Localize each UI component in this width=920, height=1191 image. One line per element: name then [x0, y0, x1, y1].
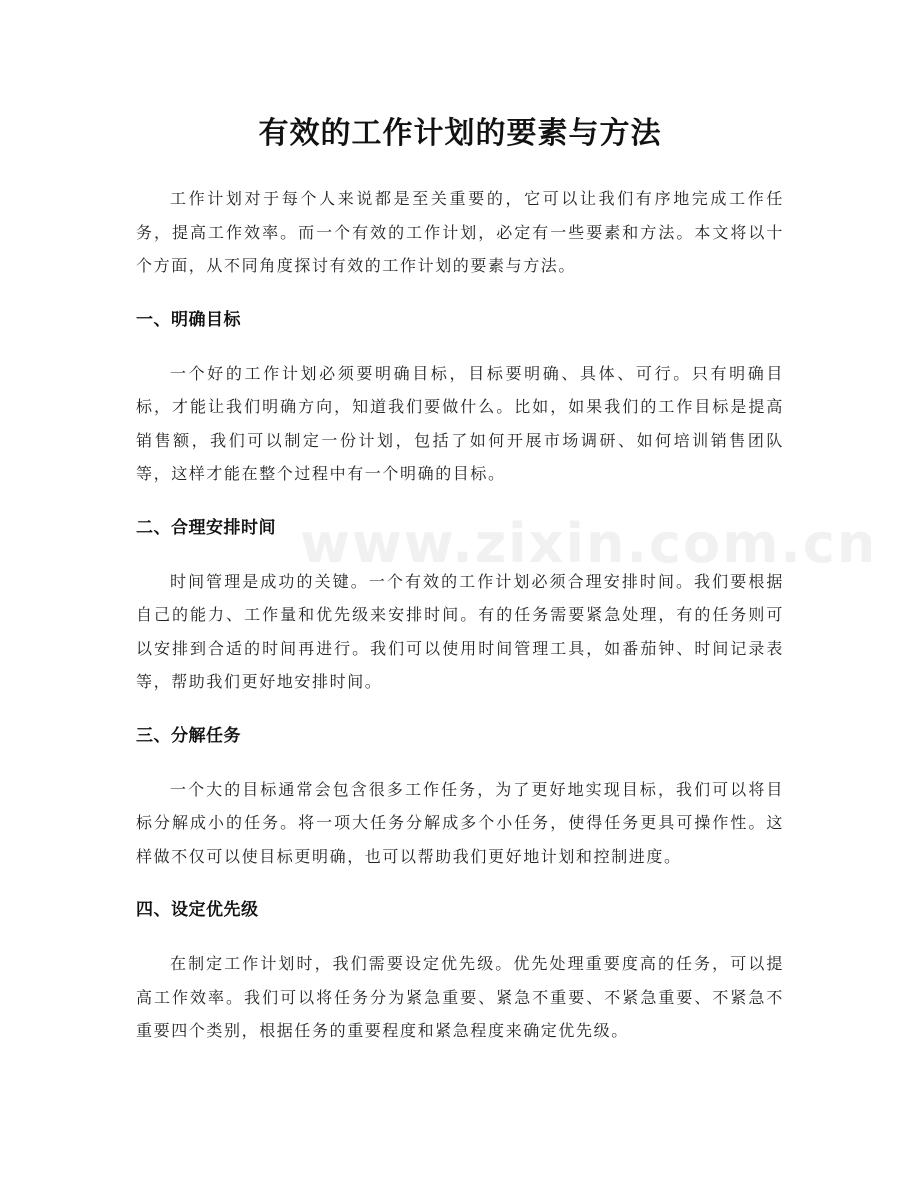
- section-paragraph: 一个好的工作计划必须要明确目标，目标要明确、具体、可行。只有明确目标，才能让我们明确方向，知道我们要做什么。比如，如果我们的工作目标是提高销售额，我们可以制定一份计划，包括了如何开展市场调研、如何培训销售团队等，这样才能在整个过程中有一个明确的目标。: [136, 363, 784, 483]
- section-heading: 二、合理安排时间: [136, 517, 276, 538]
- document-body: [136, 182, 878, 1048]
- document-title: 有效的工作计划的要素与方法: [258, 116, 662, 151]
- watermark: www.zixin.com.cn: [300, 512, 878, 575]
- section-3: [136, 720, 784, 874]
- section-1: [136, 304, 784, 491]
- intro-paragraph: 工作计划对于每个人来说都是至关重要的，它可以让我们有序地完成工作任务，提高工作效率。而一个有效的工作计划，必定有一些要素和方法。本文将以十个方面，从不同角度探讨有效的工作计划的要素与方法。: [136, 189, 784, 275]
- section-heading: 三、分解任务: [136, 725, 241, 746]
- section-heading: 四、设定优先级: [136, 900, 259, 920]
- section-paragraph: 一个大的目标通常会包含很多工作任务，为了更好地实现目标，我们可以将目标分解成小的任务。将一项大任务分解成多个小任务，使得任务更具可操作性。这样做不仅可以使目标更明确，也可以帮助我们更好地计划和控制进度。: [136, 779, 784, 866]
- section-paragraph: 在制定工作计划时，我们需要设定优先级。优先处理重要度高的任务，可以提高工作效率。我们可以将任务分为紧急重要、紧急不重要、不紧急重要、不紧急不重要四个类别，根据任务的重要程度和紧急程度来确定优先级。: [136, 954, 784, 1040]
- section-heading: 一、明确目标: [136, 309, 241, 330]
- section-2: [136, 512, 878, 699]
- section-paragraph: 时间管理是成功的关键。一个有效的工作计划必须合理安排时间。我们要根据自己的能力、工作量和优先级来安排时间。有的任务需要紧急处理，有的任务则可以安排到合适的时间再进行。我们可以使用时间管理工具，如番茄钟、时间记录表等，帮助我们更好地安排时间。: [136, 571, 784, 691]
- section-4: [136, 894, 784, 1048]
